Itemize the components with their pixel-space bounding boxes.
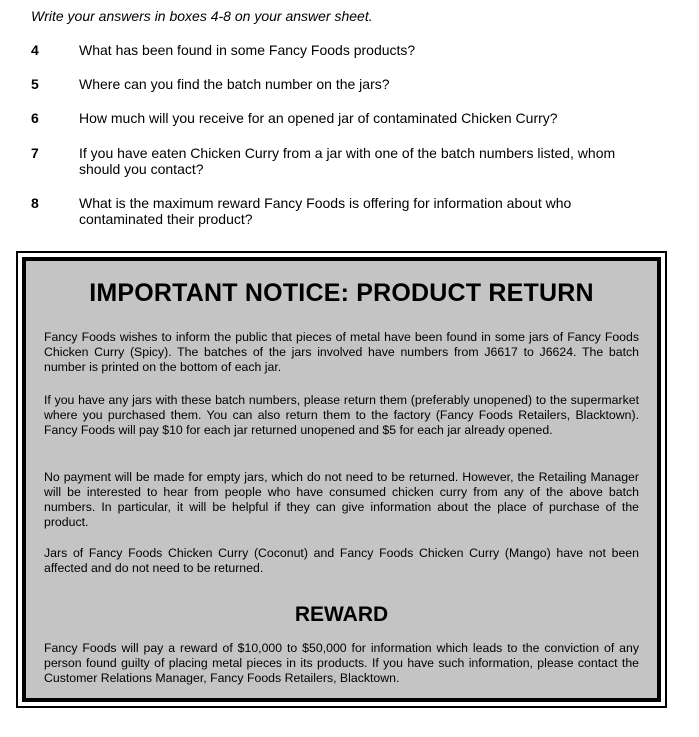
notice-panel [22,257,661,702]
question-number: 7 [31,145,39,161]
question-text: What has been found in some Fancy Foods products? [79,42,416,58]
instructions-text: Write your answers in boxes 4-8 on your answer sheet. [31,8,373,24]
question-number: 5 [31,76,39,92]
question-text: If you have eaten Chicken Curry from a jar with one of the batch numbers listed, whom should you contact? [79,145,616,177]
notice-title: IMPORTANT NOTICE: PRODUCT RETURN [89,279,594,307]
question-text: What is the maximum reward Fancy Foods is offering for information about who contaminated their product? [79,195,572,227]
notice-paragraph: If you have any jars with these batch numbers, please return them (preferably unopened) to the supermarket where you purchased them. You can also return them to the factory (Fancy Foods Retailers, Blacktown). Fancy Foods will pay $10 for each jar returned unopened and $5 for each jar already opened. [44,393,639,437]
notice-box [16,251,667,708]
notice-paragraph: Fancy Foods wishes to inform the public that pieces of metal have been found in some jars of Fancy Foods Chicken Curry (Spicy). The batches of the jars involved have numbers from J6617 to J6624. The batch number is printed on the bottom of each jar. [44,330,639,374]
reward-heading: REWARD [294,603,389,626]
question-text: How much will you receive for an opened jar of contaminated Chicken Curry? [79,110,558,126]
question-number: 6 [31,110,39,126]
question-number: 8 [31,195,39,211]
notice-paragraph: Jars of Fancy Foods Chicken Curry (Coconut) and Fancy Foods Chicken Curry (Mango) have not been affected and do not need to be returned. [44,546,639,575]
question-number: 4 [31,42,39,58]
reward-paragraph: Fancy Foods will pay a reward of $10,000 to $50,000 for information which leads to the conviction of any person found guilty of placing metal pieces in its products. If you have such information, please contact the Customer Relations Manager, Fancy Foods Retailers, Blacktown. [44,641,639,685]
question-text: Where can you find the batch number on the jars? [79,76,390,92]
notice-paragraph: No payment will be made for empty jars, which do not need to be returned. However, the Retailing Manager will be interested to hear from people who have consumed chicken curry from any of the above batch numbers. In particular, it will be helpful if they can give information about the place of purchase of the product. [44,470,639,529]
